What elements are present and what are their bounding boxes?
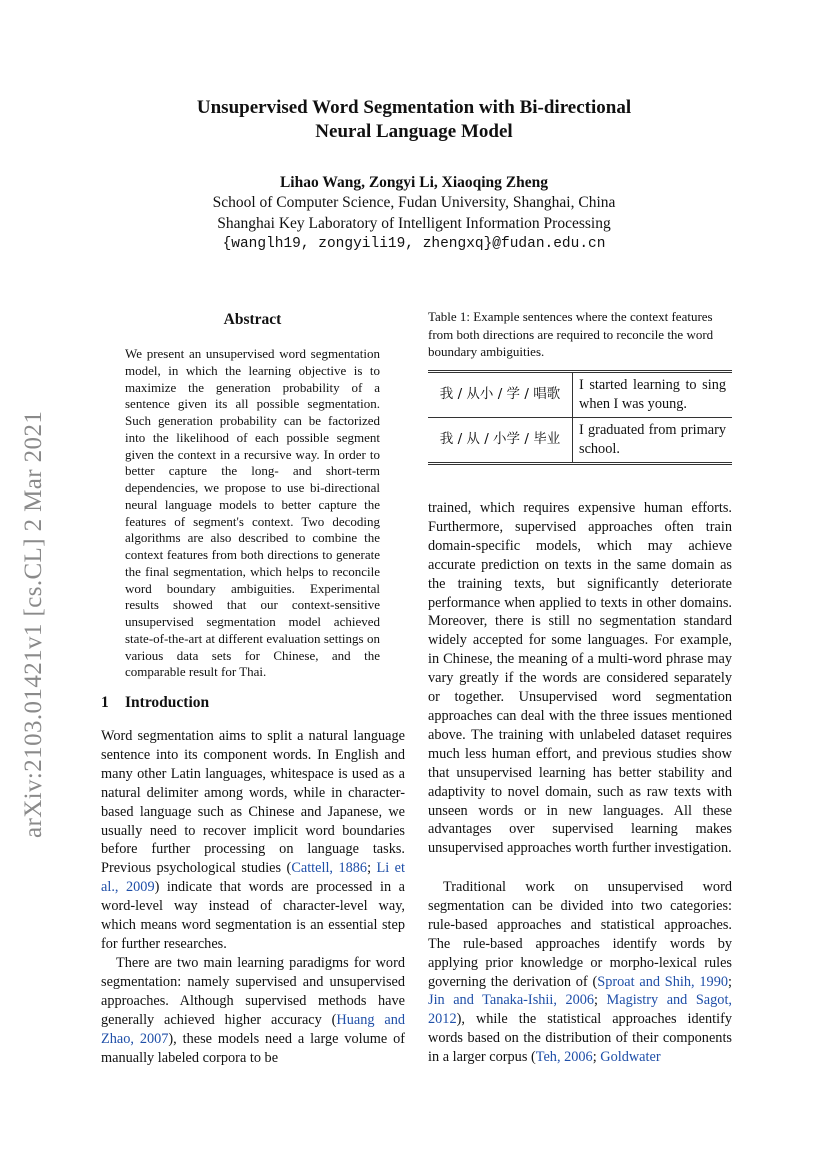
affiliation-line-1: School of Computer Science, Fudan University, Shanghai, China: [212, 194, 616, 211]
section-heading-introduction: [101, 694, 209, 712]
citation-link[interactable]: Jin and Tanaka-Ishii, 2006: [428, 992, 595, 1009]
arxiv-identifier: arXiv:2103.01421v1 [cs.CL] 2 Mar 2021: [20, 410, 47, 838]
citation-separator: ;: [592, 1049, 601, 1066]
table-row: [428, 372, 732, 418]
citation-separator: ;: [594, 992, 607, 1009]
title-line-2: Neural Language Model: [315, 121, 513, 142]
author-emails: {wanglh19, zongyili19, zhengxq}@fudan.edu.cn: [222, 236, 606, 252]
paragraph-text: ) indicate that words are processed in a word-level way instead of character-level way, which means word segmentation is an essential step for further researches.: [101, 879, 405, 952]
section-number: 1: [101, 694, 109, 711]
citation-link[interactable]: Li et al., 2009: [101, 860, 405, 896]
citation-link[interactable]: Magistry and Sagot, 2012: [428, 992, 732, 1028]
translation-cell: I graduated from primary school.: [573, 417, 733, 463]
paragraph-text: There are two main learning paradigms for word segmentation: namely supervised and unsupervised approaches. Although supervised methods have generally achieved higher accuracy (: [101, 955, 405, 1028]
author-list: Lihao Wang, Zongyi Li, Xiaoqing Zheng: [279, 174, 549, 191]
citation-link[interactable]: Teh, 2006: [535, 1049, 593, 1066]
translation-cell: I started learning to sing when I was young.: [579, 377, 726, 412]
intro-paragraph-2: [101, 954, 405, 1067]
body-paragraph-traditional-work: [428, 878, 732, 1067]
citation-link[interactable]: Huang and Zhao, 2007: [101, 1011, 405, 1047]
paragraph-text: Traditional work on unsupervised word segmentation can be divided into two categories: rule-based approaches and statistical approaches. The rule-based approaches identify words by applying prior knowledge or morpho-lexical rules governing the derivation of (: [428, 879, 732, 990]
segmented-sentence-cell: 我 / 从小 / 学 / 唱歌: [428, 372, 573, 418]
paragraph-text: ), while the statistical approaches identify words based on the distribution of their components in a larger corpus (: [428, 1011, 732, 1066]
body-paragraph-continued: trained, which requires expensive human efforts. Furthermore, supervised approaches often train domain-specific models, which may achieve accurate prediction on texts in the same domain as the training texts, but significantly deteriorate performance when applied to texts in other domains. Moreover, there is still no segmentation standard widely accepted for some languages. For example, in Chinese, the meaning of a multi-word phrase may vary greatly if the words are considered separately or together. Unsupervised word segmentation approaches can deal with the three issues mentioned above. The training with unlabeled dataset requires much less human effort, and previous studies show that unsupervised learning has better stability and adaptivity to novel domain, such as raw texts with unseen words or in new languages. All these advantages over supervised learning makes unsupervised approaches worth further investigation.: [428, 500, 732, 857]
affiliations: [0, 193, 828, 255]
segmented-sentence-cell: 我 / 从 / 小学 / 毕业: [428, 417, 573, 463]
citation-link[interactable]: Cattell, 1886: [291, 860, 368, 877]
paragraph-text: Word segmentation aims to split a natural language sentence into its component words. In English and many other Latin languages, whitespace is used as a natural delimiter among words, while in character-based language such as Chinese and Japanese, we usually need to recover implicit word boundaries before further processing on language tasks. Previous psychological studies (: [101, 728, 405, 877]
affiliation-line-2: Shanghai Key Laboratory of Intelligent Information Processing: [217, 214, 611, 232]
citation-separator: ;: [728, 973, 732, 990]
table-row: [428, 417, 732, 463]
section-title: Introduction: [125, 694, 210, 711]
citation-separator: ;: [367, 860, 377, 877]
table-caption: Table 1: Example sentences where the context features from both directions are required to reconcile the word boundary ambiguities.: [428, 309, 714, 359]
paper-title: [0, 96, 828, 144]
intro-paragraph-1: [101, 727, 405, 954]
title-line-1: Unsupervised Word Segmentation with Bi-directional: [196, 97, 632, 118]
citation-link[interactable]: Sproat and Shih, 1990: [597, 973, 728, 990]
citation-link[interactable]: Goldwater: [600, 1049, 661, 1066]
example-table: [428, 370, 732, 465]
abstract-body: We present an unsupervised word segmentation model, in which the learning objective is to maximize the generation probability of a sentence given its all possible segmentation. Such generation probability can be factorized into the likelihood of each possible segment given the context in a recursive way. In order to better capture the long- and short-term dependencies, we propose to use bi-directional neural language models to better capture the features of segment's context. Two decoding algorithms are also described to combine the context features from both directions to generate the final segmentation, which helps to reconcile word boundary ambiguities. Experimental results showed that our context-sensitive unsupervised segmentation model achieved state-of-the-art at different evaluation settings on various data sets for Chinese, and the comparable result for Thai.: [125, 346, 380, 680]
abstract-heading: Abstract: [223, 311, 282, 328]
paragraph-text: ), these models need a large volume of manually labeled corpora to be: [101, 1030, 405, 1066]
